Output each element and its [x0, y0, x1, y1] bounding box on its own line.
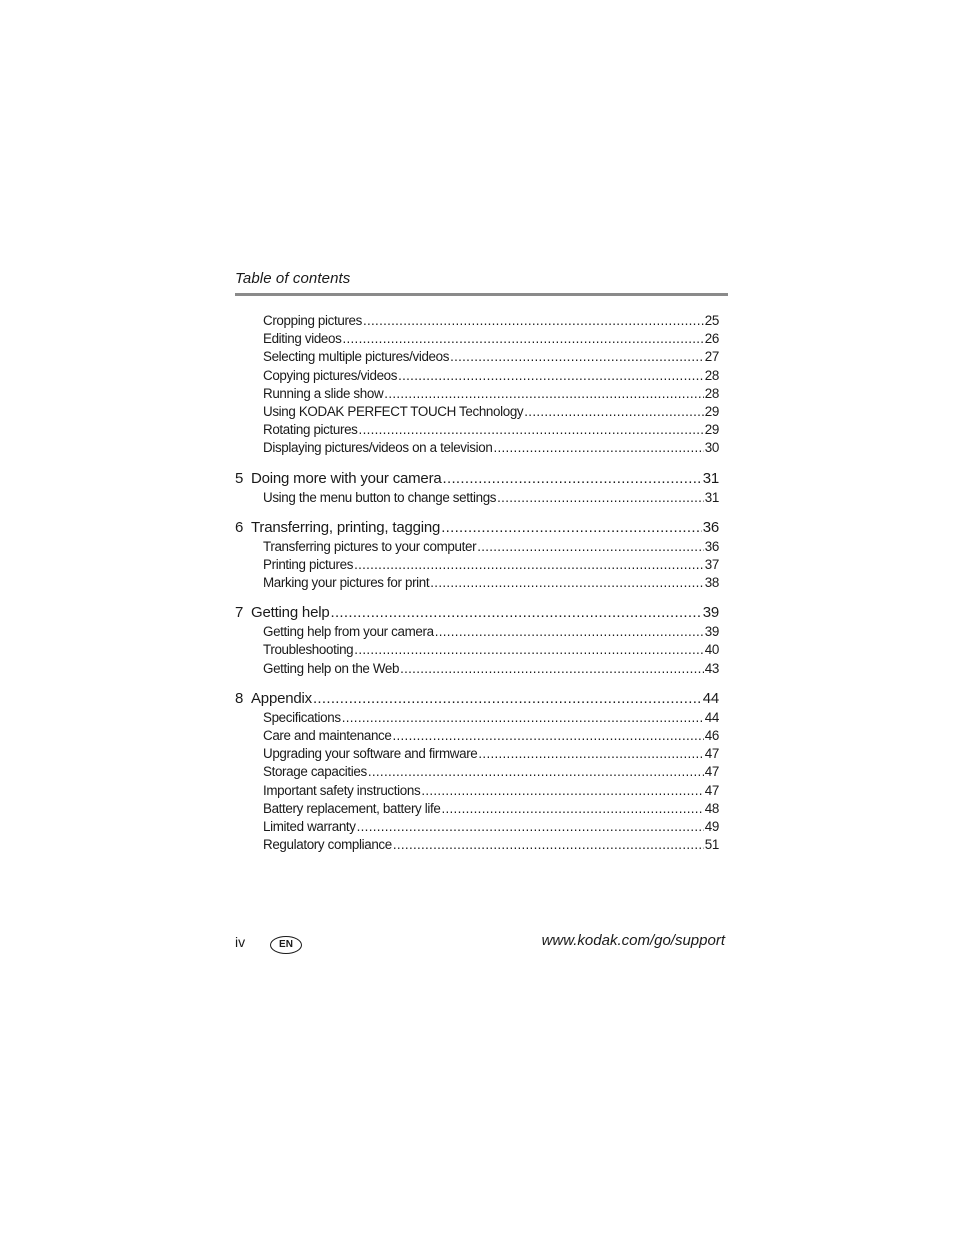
toc-entry[interactable]	[235, 439, 719, 457]
dot-leader	[354, 641, 704, 659]
toc-entry-label: Transferring pictures to your computer	[263, 538, 477, 554]
toc-entry-label: Running a slide show	[263, 385, 384, 401]
toc-entry[interactable]	[235, 727, 719, 745]
toc-entry-page: 47	[704, 764, 719, 780]
chapter-title: Doing more with your camera	[251, 469, 442, 487]
chapter-page: 31	[702, 469, 719, 487]
table-of-contents	[235, 312, 719, 854]
toc-entry[interactable]	[235, 348, 719, 366]
toc-chapter-8[interactable]	[235, 689, 719, 709]
dot-leader	[478, 745, 703, 763]
toc-entry-page: 47	[704, 746, 719, 762]
toc-entry-label: Care and maintenance	[263, 728, 392, 743]
dot-leader	[313, 689, 702, 709]
dot-leader	[392, 727, 703, 745]
page-header-title: Table of contents	[235, 270, 351, 287]
chapter-title: Transferring, printing, tagging	[251, 518, 441, 536]
dot-leader	[441, 518, 702, 538]
toc-entry-page: 47	[704, 782, 719, 798]
chapter-number: 5	[235, 469, 244, 487]
toc-entry-page: 44	[704, 709, 719, 725]
toc-entry-label: Getting help from your camera	[263, 624, 434, 640]
language-badge: EN	[270, 936, 302, 954]
toc-entry-page: 39	[704, 624, 719, 640]
chapter-number: 7	[235, 604, 244, 622]
dot-leader	[393, 836, 704, 854]
toc-entry-label: Cropping pictures	[263, 313, 362, 328]
footer-page-number: iv	[235, 934, 246, 950]
dot-leader	[363, 312, 704, 330]
toc-entry-label: Getting help on the Web	[263, 660, 400, 676]
dot-leader	[524, 403, 704, 421]
toc-entry-page: 46	[704, 728, 719, 743]
toc-entry-label: Rotating pictures	[263, 422, 358, 438]
dot-leader	[331, 603, 702, 623]
dot-leader	[435, 623, 704, 641]
header-divider	[235, 293, 728, 296]
toc-entry-label: Displaying pictures/videos on a television	[263, 440, 493, 456]
dot-leader	[384, 385, 704, 403]
dot-leader	[357, 818, 704, 836]
toc-entry-label: Editing videos	[263, 331, 342, 347]
toc-entry[interactable]	[235, 745, 719, 763]
dot-leader	[400, 660, 704, 678]
dot-leader	[398, 367, 704, 385]
toc-entry-page: 29	[704, 403, 719, 419]
toc-entry-page: 26	[704, 331, 719, 347]
chapter-page: 39	[702, 604, 719, 622]
chapter-page: 44	[702, 689, 719, 707]
support-url-link[interactable]: www.kodak.com/go/support	[541, 932, 725, 949]
toc-chapter-7[interactable]	[235, 603, 719, 623]
toc-entry-page: 28	[704, 385, 719, 401]
toc-entry-page: 38	[704, 575, 719, 591]
toc-entry-page: 37	[704, 556, 719, 572]
toc-entry-page: 43	[704, 660, 719, 676]
toc-entry-label: Specifications	[263, 709, 341, 725]
toc-entry-label: Marking your pictures for print	[263, 575, 430, 591]
toc-entry-label: Storage capacities	[263, 764, 367, 780]
toc-entry-page: 31	[704, 489, 719, 505]
toc-entry[interactable]	[235, 489, 719, 507]
chapter-number: 8	[235, 689, 244, 707]
dot-leader	[421, 782, 703, 800]
dot-leader	[443, 469, 702, 489]
toc-entry[interactable]	[235, 538, 719, 556]
toc-entry[interactable]	[235, 709, 719, 727]
toc-entry-page: 36	[704, 538, 719, 554]
toc-entry[interactable]	[235, 330, 719, 348]
dot-leader	[497, 489, 704, 507]
dot-leader	[442, 800, 704, 818]
toc-entry[interactable]	[235, 421, 719, 439]
toc-entry-page: 51	[704, 837, 719, 853]
toc-entry-label: Troubleshooting	[263, 642, 354, 658]
dot-leader	[368, 763, 704, 781]
dot-leader	[342, 330, 703, 348]
toc-entry-label: Copying pictures/videos	[263, 367, 398, 383]
toc-entry-label: Battery replacement, battery life	[263, 800, 441, 816]
toc-entry-page: 27	[704, 349, 719, 365]
toc-entry[interactable]	[235, 818, 719, 836]
chapter-title: Getting help	[251, 604, 330, 622]
toc-entry-page: 40	[704, 642, 719, 658]
toc-entry[interactable]	[235, 367, 719, 385]
chapter-number: 6	[235, 518, 244, 536]
toc-entry[interactable]	[235, 574, 719, 592]
dot-leader	[342, 709, 704, 727]
toc-entry-label: Selecting multiple pictures/videos	[263, 349, 450, 365]
toc-chapter-5[interactable]	[235, 469, 719, 489]
toc-entry-label: Using KODAK PERFECT TOUCH Technology	[263, 403, 524, 419]
toc-entry[interactable]	[235, 782, 719, 800]
toc-entry[interactable]	[235, 403, 719, 421]
toc-entry-label: Using the menu button to change settings	[263, 489, 497, 505]
toc-entry-label: Upgrading your software and firmware	[263, 746, 478, 762]
toc-entry-label: Important safety instructions	[263, 782, 421, 798]
toc-entry-page: 48	[704, 800, 719, 816]
toc-entry[interactable]	[235, 800, 719, 818]
dot-leader	[493, 439, 703, 457]
toc-entry[interactable]	[235, 660, 719, 678]
toc-entry-page: 25	[704, 313, 719, 328]
toc-entry-label: Printing pictures	[263, 556, 354, 572]
dot-leader	[359, 421, 704, 439]
toc-entry[interactable]	[235, 385, 719, 403]
toc-entry-label: Regulatory compliance	[263, 837, 392, 853]
toc-entry[interactable]	[235, 312, 719, 330]
toc-entry-label: Limited warranty	[263, 818, 356, 834]
toc-entry[interactable]	[235, 641, 719, 659]
dot-leader	[430, 574, 704, 592]
toc-entry[interactable]	[235, 763, 719, 781]
toc-entry-page: 49	[704, 818, 719, 834]
toc-chapter-6[interactable]	[235, 518, 719, 538]
toc-entry-page: 29	[704, 422, 719, 438]
chapter-title: Appendix	[251, 689, 312, 707]
chapter-page: 36	[702, 518, 719, 536]
dot-leader	[450, 348, 704, 366]
toc-entry-page: 30	[704, 440, 719, 456]
toc-entry[interactable]	[235, 836, 719, 854]
toc-entry-page: 28	[704, 367, 719, 383]
toc-entry[interactable]	[235, 556, 719, 574]
dot-leader	[477, 538, 704, 556]
dot-leader	[354, 556, 704, 574]
toc-entry[interactable]	[235, 623, 719, 641]
